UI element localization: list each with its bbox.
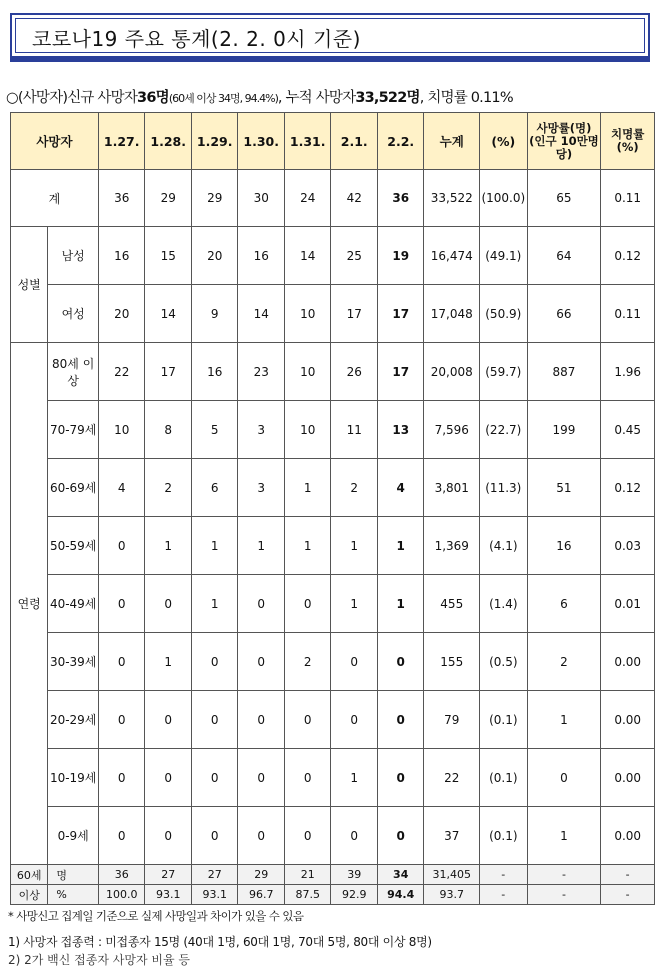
row-label: 30-39세 [48, 633, 99, 691]
table-cell: 0 [98, 517, 145, 575]
table-cell: 22 [424, 749, 480, 807]
table-cell: 1 [377, 517, 424, 575]
table-cell: 5 [191, 401, 238, 459]
table-cell: 0.45 [601, 401, 655, 459]
table-cell: 1 [527, 691, 601, 749]
table-cell: 79 [424, 691, 480, 749]
table-cell: 93.7 [424, 885, 480, 905]
table-cell: (0.5) [480, 633, 528, 691]
table-cell: 19 [377, 227, 424, 285]
table-cell: - [527, 885, 601, 905]
table-cell: 11 [331, 401, 378, 459]
table-cell: 96.7 [238, 885, 285, 905]
table-cell: 4 [377, 459, 424, 517]
table-cell: 8 [145, 401, 192, 459]
table-cell: 3,801 [424, 459, 480, 517]
table-cell: 22 [98, 343, 145, 401]
table-cell: (11.3) [480, 459, 528, 517]
summary-line [6, 86, 513, 107]
table-cell: 0 [238, 691, 285, 749]
table-cell: 94.4 [377, 885, 424, 905]
table-row-total [11, 170, 655, 227]
table-cell: - [480, 885, 528, 905]
table-cell: 0.12 [601, 227, 655, 285]
table-row [11, 807, 655, 865]
table-cell: 15 [145, 227, 192, 285]
row-label: 여성 [48, 285, 99, 343]
table-cell: 0.00 [601, 691, 655, 749]
table-cell: 455 [424, 575, 480, 633]
page-title: 코로나19 주요 통계(2. 2. 0시 기준) [32, 27, 361, 51]
table-cell: - [527, 865, 601, 885]
table-row [11, 459, 655, 517]
table-cell: 887 [527, 343, 601, 401]
table-cell: 23 [238, 343, 285, 401]
table-row [11, 401, 655, 459]
header-mortality-rate [527, 113, 601, 170]
table-cell: 39 [331, 865, 378, 885]
table-cell: 17 [377, 285, 424, 343]
table-cell: 7,596 [424, 401, 480, 459]
table-cell: 2 [284, 633, 331, 691]
table-cell: 42 [331, 170, 378, 227]
footnote-2: 1) 사망자 접종력 : 미접종자 15명 (40대 1명, 60대 1명, 70대 5명, 80대 이상 8명) [8, 935, 432, 949]
cumulative-deaths: 33,522명 [355, 90, 420, 106]
table-cell: 17,048 [424, 285, 480, 343]
group-label-sex: 성별 [11, 227, 48, 343]
header-rate-label: 사망률(명) [536, 120, 592, 135]
table-cell: 20,008 [424, 343, 480, 401]
table-cell: 16 [98, 227, 145, 285]
table-cell: (22.7) [480, 401, 528, 459]
table-cell: 1 [145, 633, 192, 691]
table-cell: 1 [191, 517, 238, 575]
table-cell: 2 [527, 633, 601, 691]
table-cell: 1 [238, 517, 285, 575]
table-cell: 29 [191, 170, 238, 227]
table-cell: 2 [145, 459, 192, 517]
table-cell: 21 [284, 865, 331, 885]
new-deaths: 36명 [137, 90, 169, 106]
table-cell: 3 [238, 459, 285, 517]
row-label: 10-19세 [48, 749, 99, 807]
row-label: 0-9세 [48, 807, 99, 865]
table-cell: 3 [238, 401, 285, 459]
table-cell: 64 [527, 227, 601, 285]
table-cell: 1 [331, 517, 378, 575]
table-cell: 0 [238, 749, 285, 807]
table-cell: 16 [238, 227, 285, 285]
header-date: 1.27. [98, 113, 145, 170]
header-date: 1.31. [284, 113, 331, 170]
table-cell: (0.1) [480, 807, 528, 865]
table-cell: (49.1) [480, 227, 528, 285]
table-cell: 0 [377, 807, 424, 865]
table-cell: 36 [98, 170, 145, 227]
row-label: 40-49세 [48, 575, 99, 633]
over60-unit: 명 [48, 865, 99, 885]
title-underline [10, 58, 650, 62]
table-cell: 30 [238, 170, 285, 227]
table-cell: 36 [377, 170, 424, 227]
table-row [11, 227, 655, 285]
header-rate-sub: (인구 10만명당) [529, 133, 599, 161]
header-date: 2.2. [377, 113, 424, 170]
header-case-fatality [601, 113, 655, 170]
table-cell: 14 [284, 227, 331, 285]
table-row [11, 285, 655, 343]
table-cell: (1.4) [480, 575, 528, 633]
table-cell: 0 [284, 575, 331, 633]
table-cell: 1 [191, 575, 238, 633]
footnote-3: 2) 2가 백신 접종자 사망자 비율 등 [8, 953, 190, 967]
table-cell: (50.9) [480, 285, 528, 343]
table-cell: 0.00 [601, 807, 655, 865]
table-row-over60 [11, 885, 655, 905]
table-cell: 25 [331, 227, 378, 285]
header-date: 2.1. [331, 113, 378, 170]
table-cell: 155 [424, 633, 480, 691]
table-cell: 0 [145, 575, 192, 633]
table-cell: 26 [331, 343, 378, 401]
table-cell: 65 [527, 170, 601, 227]
table-cell: 0 [98, 633, 145, 691]
table-cell: 1 [331, 749, 378, 807]
table-cell: 37 [424, 807, 480, 865]
header-percent: (%) [480, 113, 528, 170]
table-cell: 1 [527, 807, 601, 865]
table-cell: 0 [238, 575, 285, 633]
table-cell: 199 [527, 401, 601, 459]
table-cell: 0.11 [601, 285, 655, 343]
header-row [11, 113, 655, 170]
table-cell: 0 [377, 691, 424, 749]
over60-unit: % [48, 885, 99, 905]
table-cell: 0.01 [601, 575, 655, 633]
header-cumulative: 누계 [424, 113, 480, 170]
table-cell: 93.1 [145, 885, 192, 905]
table-cell: 10 [98, 401, 145, 459]
table-cell: - [601, 885, 655, 905]
table-cell: 33,522 [424, 170, 480, 227]
group-label-age: 연령 [11, 343, 48, 865]
row-label: 50-59세 [48, 517, 99, 575]
table-cell: 0.11 [601, 170, 655, 227]
table-cell: 20 [191, 227, 238, 285]
row-label: 60-69세 [48, 459, 99, 517]
table-cell: 0 [191, 691, 238, 749]
header-deaths: 사망자 [11, 113, 99, 170]
table-cell: (0.1) [480, 749, 528, 807]
summary-part4: , 치명률 0.11% [419, 90, 513, 106]
table-cell: 0 [191, 749, 238, 807]
table-cell: 0 [145, 807, 192, 865]
summary-part1: (사망자)신규 사망자 [17, 90, 138, 106]
table-cell: 0 [145, 691, 192, 749]
table-cell: - [480, 865, 528, 885]
row-label-total: 계 [11, 170, 99, 227]
table-cell: 51 [527, 459, 601, 517]
header-cfr-label: 치명률 [611, 127, 645, 141]
summary-part2: (60세 이상 34명, 94.4%) [168, 92, 278, 105]
table-cell: 0 [98, 807, 145, 865]
table-cell: 0.00 [601, 633, 655, 691]
table-cell: 36 [98, 865, 145, 885]
table-cell: 93.1 [191, 885, 238, 905]
table-cell: 87.5 [284, 885, 331, 905]
table-cell: 92.9 [331, 885, 378, 905]
header-date: 1.28. [145, 113, 192, 170]
table-cell: 0 [191, 633, 238, 691]
table-row [11, 749, 655, 807]
footnote-1: * 사망신고 집계일 기준으로 실제 사망일과 차이가 있을 수 있음 [8, 909, 304, 923]
table-cell: 1 [284, 459, 331, 517]
table-cell: 17 [331, 285, 378, 343]
row-label: 20-29세 [48, 691, 99, 749]
table-cell: 0 [98, 749, 145, 807]
table-cell: 100.0 [98, 885, 145, 905]
table-cell: 27 [145, 865, 192, 885]
table-cell: 17 [145, 343, 192, 401]
table-row [11, 343, 655, 401]
table-cell: 1.96 [601, 343, 655, 401]
table-cell: 0 [377, 633, 424, 691]
table-cell: (100.0) [480, 170, 528, 227]
table-cell: 0 [145, 749, 192, 807]
header-date: 1.29. [191, 113, 238, 170]
table-cell: 66 [527, 285, 601, 343]
table-cell: 0 [238, 807, 285, 865]
table-cell: 0 [98, 691, 145, 749]
table-cell: 1 [331, 575, 378, 633]
table-cell: 14 [145, 285, 192, 343]
row-label: 남성 [48, 227, 99, 285]
table-cell: 0.12 [601, 459, 655, 517]
summary-part3: , 누적 사망자 [277, 90, 356, 106]
table-cell: 16,474 [424, 227, 480, 285]
table-cell: 14 [238, 285, 285, 343]
table-cell: 16 [191, 343, 238, 401]
table-cell: 4 [98, 459, 145, 517]
table-cell: 6 [527, 575, 601, 633]
table-cell: 10 [284, 285, 331, 343]
table-cell: 29 [238, 865, 285, 885]
table-cell: 0 [238, 633, 285, 691]
table-cell: 0.03 [601, 517, 655, 575]
table-cell: (0.1) [480, 691, 528, 749]
header-cfr-sub: (%) [616, 140, 639, 154]
row-label: 80세 이상 [48, 343, 99, 401]
title-box [10, 13, 650, 58]
table-cell: 6 [191, 459, 238, 517]
bullet: ○ [6, 90, 18, 106]
table-cell: 0 [191, 807, 238, 865]
table-cell: 27 [191, 865, 238, 885]
table-cell: 10 [284, 343, 331, 401]
table-cell: 10 [284, 401, 331, 459]
table-cell: 0 [331, 633, 378, 691]
table-cell: 2 [331, 459, 378, 517]
table-cell: 20 [98, 285, 145, 343]
table-cell: 0.00 [601, 749, 655, 807]
table-cell: 17 [377, 343, 424, 401]
table-cell: 1,369 [424, 517, 480, 575]
table-row [11, 691, 655, 749]
table-cell: 34 [377, 865, 424, 885]
table-cell: 31,405 [424, 865, 480, 885]
table-cell: 13 [377, 401, 424, 459]
table-cell: 1 [284, 517, 331, 575]
table-cell: 0 [98, 575, 145, 633]
table-row-over60 [11, 865, 655, 885]
table-cell: 16 [527, 517, 601, 575]
header-date: 1.30. [238, 113, 285, 170]
table-cell: 0 [527, 749, 601, 807]
table-cell: (59.7) [480, 343, 528, 401]
table-cell: (4.1) [480, 517, 528, 575]
table-cell: 1 [145, 517, 192, 575]
table-cell: - [601, 865, 655, 885]
table-cell: 29 [145, 170, 192, 227]
table-cell: 0 [377, 749, 424, 807]
table-cell: 0 [284, 691, 331, 749]
table-cell: 1 [377, 575, 424, 633]
death-stats-table [10, 112, 655, 905]
table-cell: 24 [284, 170, 331, 227]
table-row [11, 517, 655, 575]
table-row [11, 633, 655, 691]
table-cell: 0 [284, 807, 331, 865]
table-cell: 0 [284, 749, 331, 807]
row-label: 70-79세 [48, 401, 99, 459]
table-cell: 0 [331, 691, 378, 749]
over60-label: 이상 [11, 885, 48, 905]
table-row [11, 575, 655, 633]
table-cell: 0 [331, 807, 378, 865]
over60-label: 60세 [11, 865, 48, 885]
table-cell: 9 [191, 285, 238, 343]
